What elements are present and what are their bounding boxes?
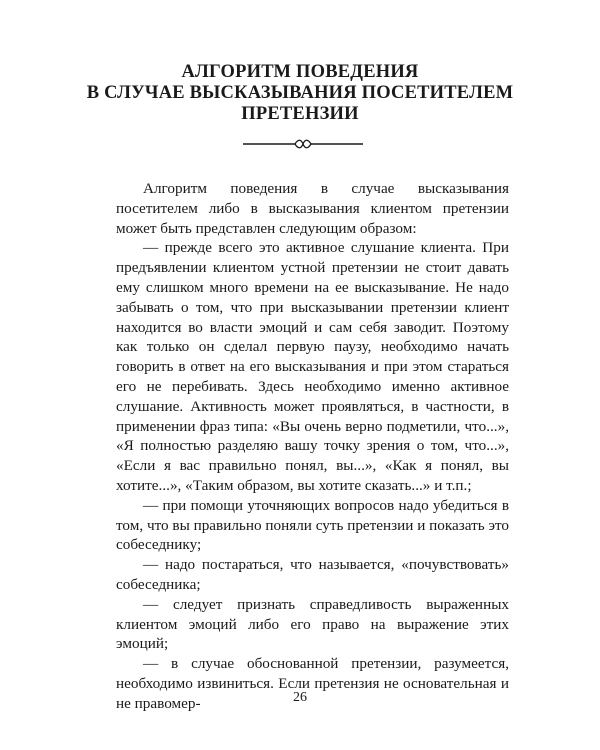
divider-ornament-icon <box>243 137 363 151</box>
chapter-title-line-1: АЛГОРИТМ ПОВЕДЕНИЯ <box>181 62 419 82</box>
chapter-title-line-2: В СЛУЧАЕ ВЫСКАЗЫВАНИЯ ПОСЕТИТЕЛЕМ <box>86 83 514 103</box>
chapter-title <box>80 62 520 125</box>
paragraph-empathy: — надо постараться, что называется, «почувствовать» собеседника; <box>116 556 509 593</box>
body-text <box>116 179 509 714</box>
paragraph-acknowledge-emotions: — следует признать справедливость выраженных клиентом эмоций либо его право на выражение этих эмоций; <box>116 595 509 653</box>
paragraph-clarifying-questions: — при помощи уточняющих вопросов надо убедиться в том, что вы правильно поняли суть претензии и показать это собеседнику; <box>116 496 510 554</box>
paragraph-active-listening: — прежде всего это активное слушание клиента. При предъявлении клиентом устной претензии не стоит давать ему слишком много времени на ее высказывание. Не надо забывать о том, что при высказывании претензии клиент находится во власти эмоций и сам себя заводит. Поэтому как только он сделал первую паузу, необходимо начать говорить в ответ на его высказывания и при этом стараться его не перебивать. Здесь необходимо именно активное слушание. Активность может проявляться, в частности, в применении фраз типа: «Вы очень верно подметили, что...», «Я полностью разделяю вашу точку зрения о том, что...», «Если я вас правильно понял, вы...», «Как я понял, вы хотите...», «Таким образом, вы хотите сказать...» и т.п.; <box>116 239 509 494</box>
chapter-title-line-3: ПРЕТЕНЗИИ <box>241 104 359 124</box>
paragraph-intro: Алгоритм поведения в случае высказывания посетителем либо в высказывания клиентом претензии может быть представлен следующим образом: <box>116 180 509 237</box>
page-number: 26 <box>293 690 307 705</box>
paragraph-apologize: — в случае обоснованной претензии, разумеется, необходимо извиниться. Если претензия не основательная и не правомер- <box>116 655 509 712</box>
